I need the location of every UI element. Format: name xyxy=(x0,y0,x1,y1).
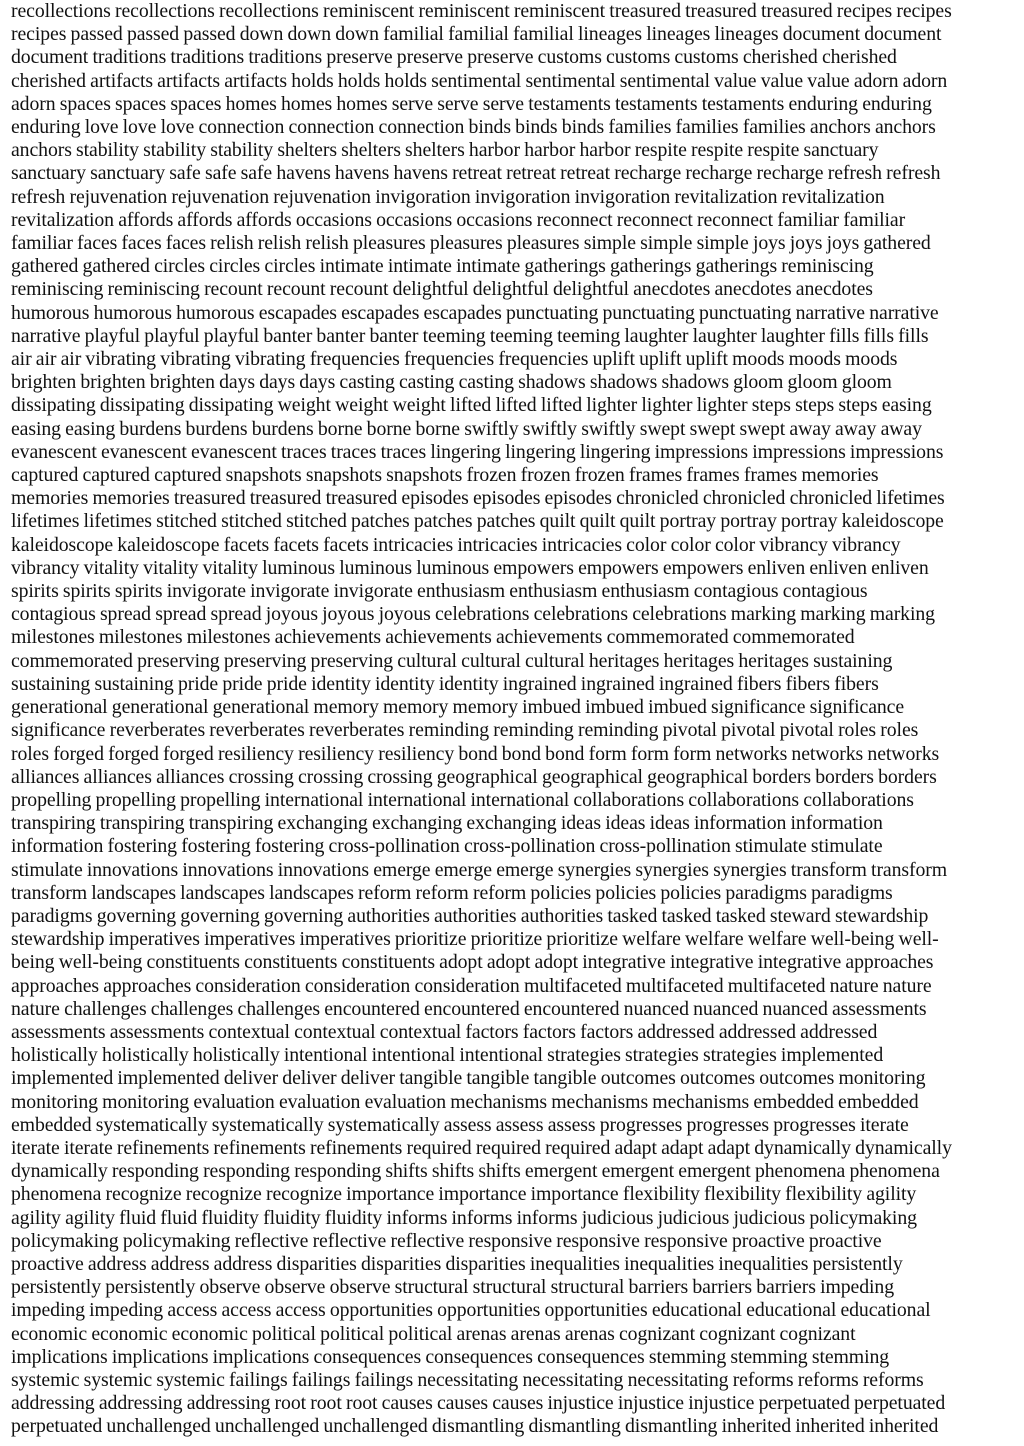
text-line: recollections recollections recollections reminiscent reminiscent reminiscent treasured treasured treasured recipes recipes xyxy=(11,0,952,22)
text-line: holistically holistically holistically intentional intentional intentional strategies strategies strategies implemented xyxy=(11,1044,884,1067)
text-line: being well-being constituents constituents constituents adopt adopt adopt integrative integrative integrative approaches xyxy=(11,951,934,974)
text-line: significance reverberates reverberates reverberates reminding reminding reminding pivotal pivotal pivotal roles roles xyxy=(11,719,919,742)
text-line: sanctuary sanctuary safe safe safe havens havens havens retreat retreat retreat recharge recharge recharge refresh refresh xyxy=(11,162,941,185)
text-line: assessments assessments contextual contextual contextual factors factors factors addressed addressed addressed xyxy=(11,1020,878,1043)
text-line: document traditions traditions traditions preserve preserve preserve customs customs customs cherished cherished xyxy=(11,46,897,69)
text-line: addressing addressing addressing root root root causes causes causes injustice injustice injustice perpetuated perpetuated xyxy=(11,1392,946,1415)
text-line: agility agility fluid fluid fluidity fluidity fluidity informs informs informs judicious judicious judicious policymaking xyxy=(11,1206,917,1229)
text-line: information fostering fostering fostering cross-pollination cross-pollination cross-pollination stimulate stimulate xyxy=(11,835,883,858)
text-line: cherished artifacts artifacts artifacts holds holds holds sentimental sentimental sentimental value value value adorn adorn xyxy=(11,69,948,92)
text-line: impeding impeding access access access opportunities opportunities opportunities educational educational educational xyxy=(11,1299,931,1322)
text-line: easing easing burdens burdens burdens borne borne borne swiftly swiftly swiftly swept swept swept away away away xyxy=(11,417,922,440)
text-line: humorous humorous humorous escapades escapades escapades punctuating punctuating punctuating narrative narrative xyxy=(11,301,939,324)
text-line: persistently persistently observe observe observe structural structural structural barriers barriers barriers impeding xyxy=(11,1276,894,1299)
text-line: memories memories treasured treasured treasured episodes episodes episodes chronicled chronicled chronicled lifetimes xyxy=(11,487,945,510)
text-line: implications implications implications consequences consequences consequences stemming stemming stemming xyxy=(11,1345,890,1368)
text-line: perpetuated unchallenged unchallenged unchallenged dismantling dismantling dismantling inherited inherited inherited xyxy=(11,1415,939,1438)
text-line: narrative playful playful playful banter banter banter teeming teeming teeming laughter laughter laughter fills fills fills xyxy=(11,324,929,347)
text-line: embedded systematically systematically systematically assess assess assess progresses progresses progresses iterate xyxy=(11,1113,909,1136)
text-line: refresh rejuvenation rejuvenation rejuvenation invigoration invigoration invigoration revitalization revitalization xyxy=(11,185,885,208)
text-line: systemic systemic systemic failings failings failings necessitating necessitating necessitating reforms reforms reforms xyxy=(11,1368,924,1391)
text-line: proactive address address address disparities disparities disparities inequalities inequalities inequalities persistently xyxy=(11,1252,903,1275)
text-line: transform landscapes landscapes landscapes reform reform reform policies policies policies paradigms paradigms xyxy=(11,881,893,904)
text-line: economic economic economic political political political arenas arenas arenas cognizant cognizant cognizant xyxy=(11,1322,856,1345)
text-line: nature challenges challenges challenges encountered encountered encountered nuanced nuanced nuanced assessments xyxy=(11,997,927,1020)
text-line: kaleidoscope kaleidoscope facets facets facets intricacies intricacies intricacies color color color vibrancy vibrancy xyxy=(11,533,901,556)
text-line: evanescent evanescent evanescent traces traces traces lingering lingering lingering impressions impressions impressions xyxy=(11,440,944,463)
text-line: brighten brighten brighten days days days casting casting casting shadows shadows shadows gloom gloom gloom xyxy=(11,371,892,394)
text-line: propelling propelling propelling international international international collaborations collaborations collaborations xyxy=(11,788,914,811)
text-line: stewardship imperatives imperatives imperatives prioritize prioritize prioritize welfare welfare welfare well-being well- xyxy=(11,928,939,951)
text-line: policymaking policymaking reflective reflective reflective responsive responsive responsive proactive proactive xyxy=(11,1229,882,1252)
text-line: reminiscing reminiscing recount recount recount delightful delightful delightful anecdotes anecdotes anecdotes xyxy=(11,278,873,301)
text-line: spirits spirits spirits invigorate invigorate invigorate enthusiasm enthusiasm enthusiasm contagious contagious xyxy=(11,580,868,603)
text-line: vibrancy vitality vitality vitality luminous luminous luminous empowers empowers empowers enliven enliven enliven xyxy=(11,556,929,579)
text-line: roles forged forged forged resiliency resiliency resiliency bond bond bond form form form networks networks networks xyxy=(11,742,940,765)
text-line: implemented implemented deliver deliver deliver tangible tangible tangible outcomes outcomes outcomes monitoring xyxy=(11,1067,926,1090)
text-line: transpiring transpiring transpiring exchanging exchanging exchanging ideas ideas ideas information information xyxy=(11,812,883,835)
text-line: commemorated preserving preserving preserving cultural cultural cultural heritages heritages heritages sustaining xyxy=(11,649,893,672)
text-line: revitalization affords affords affords occasions occasions occasions reconnect reconnect reconnect familiar familiar xyxy=(11,208,906,231)
text-line: gathered gathered circles circles circles intimate intimate intimate gatherings gatherings gatherings reminiscing xyxy=(11,255,874,278)
text-line: adorn spaces spaces spaces homes homes homes serve serve serve testaments testaments testaments enduring enduring xyxy=(11,92,932,115)
text-line: alliances alliances alliances crossing crossing crossing geographical geographical geographical borders borders borders xyxy=(11,765,937,788)
text-line: familiar faces faces faces relish relish relish pleasures pleasures pleasures simple simple simple joys joys joys gathered xyxy=(11,232,931,255)
text-line: dynamically responding responding responding shifts shifts shifts emergent emergent emergent phenomena phenomena xyxy=(11,1160,940,1183)
text-line: milestones milestones milestones achievements achievements achievements commemorated commemorated xyxy=(11,626,855,649)
text-line: anchors stability stability stability shelters shelters shelters harbor harbor harbor respite respite respite sanctuary xyxy=(11,139,879,162)
text-line: contagious spread spread spread joyous joyous joyous celebrations celebrations celebrations marking marking marking xyxy=(11,603,935,626)
text-line: generational generational generational memory memory memory imbued imbued imbued significance significance xyxy=(11,696,905,719)
text-line: paradigms governing governing governing authorities authorities authorities tasked tasked tasked steward stewardship xyxy=(11,904,929,927)
text-line: enduring love love love connection connection connection binds binds binds families families families anchors anchors xyxy=(11,116,936,139)
text-line: captured captured captured snapshots snapshots snapshots frozen frozen frozen frames frames frames memories xyxy=(11,464,879,487)
text-line: iterate iterate refinements refinements refinements required required required adapt adapt adapt dynamically dynamically xyxy=(11,1136,952,1159)
text-line: air air air vibrating vibrating vibrating frequencies frequencies frequencies uplift uplift uplift moods moods moods xyxy=(11,348,898,371)
text-line: stimulate innovations innovations innovations emerge emerge emerge synergies synergies synergies transform transform xyxy=(11,858,948,881)
text-line: dissipating dissipating dissipating weight weight weight lifted lifted lifted lighter lighter lighter steps steps steps easing xyxy=(11,394,932,417)
text-line: sustaining sustaining pride pride pride identity identity identity ingrained ingrained ingrained fibers fibers fibers xyxy=(11,672,879,695)
text-line: lifetimes lifetimes stitched stitched stitched patches patches patches quilt quilt quilt portray portray portray kaleidoscope xyxy=(11,510,944,533)
text-line: phenomena recognize recognize recognize importance importance importance flexibility flexibility flexibility agility xyxy=(11,1183,917,1206)
text-line: approaches approaches consideration consideration consideration multifaceted multifaceted multifaceted nature nature xyxy=(11,974,932,997)
text-line: monitoring monitoring evaluation evaluation evaluation mechanisms mechanisms mechanisms embedded embedded xyxy=(11,1090,919,1113)
text-line: recipes passed passed passed down down down familial familial familial lineages lineages lineages document document xyxy=(11,23,942,46)
